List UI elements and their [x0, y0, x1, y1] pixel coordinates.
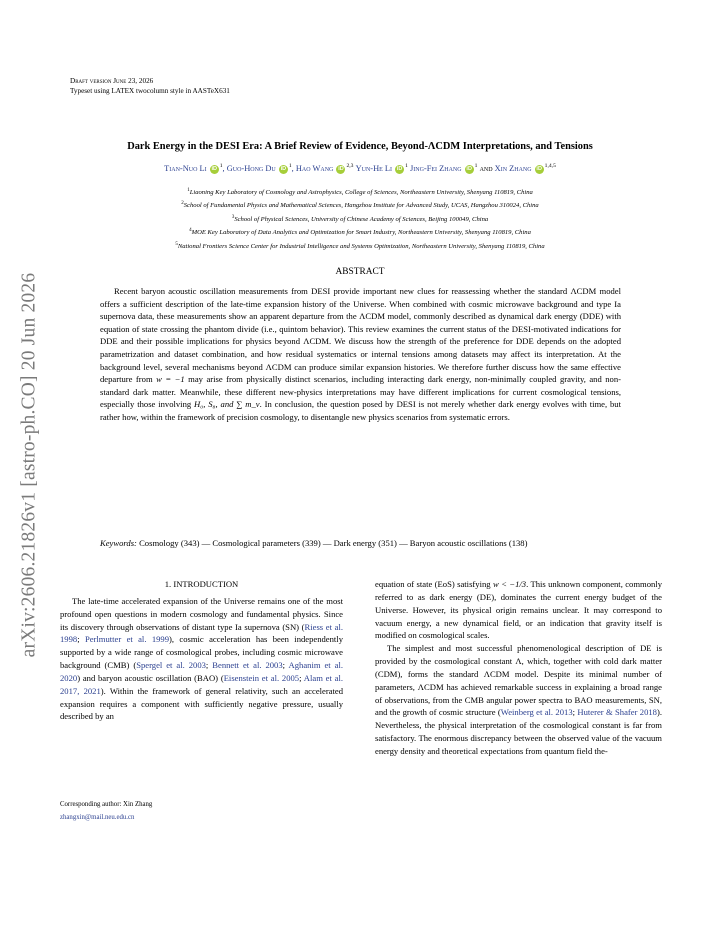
author-conjunction: and [479, 163, 493, 173]
citation-link[interactable]: Perlmutter et al. 1999 [84, 634, 170, 645]
orcid-icon[interactable]: iD [338, 165, 344, 172]
paragraph: The simplest and most successful phenomenological description of DE is provided by the cosmological constant Λ, which, together with cold dark matter (CDM), forms the standard ΛCDM model. Despite its minimal number of parameters, ΛCDM has achieved remarkable success in explaining a broad range of observations, from the CMB angular power spectra to BAO measurements, SN, and the growth of cosmic structure (Weinberg et al. 2013; Huterer & Shafer 2018). Nevertheless, the physical interpretation of the cosmological constant is far from satisfactory. The enormous discrepancy between the observed value of the vacuum energy density and theoretical expectations from quantum field the- [375, 643, 662, 756]
citation-link[interactable]: Spergel et al. 2003 [136, 660, 206, 671]
paper-title: Dark Energy in the DESI Era: A Brief Review of Evidence, Beyond-ΛCDM Interpretations, and Tensions [127, 141, 593, 152]
left-column [60, 578, 343, 723]
arxiv-stamp [6, 230, 52, 700]
citation-link[interactable]: Aghanim et al. 2020 [60, 660, 344, 683]
paragraph: equation of state (EoS) satisfying w < −1/3. This unknown component, commonly referred to as dark energy (DE), dominates the current energy budget of the Universe. However, its physical origin remains unclear. It may correspond to vacuum energy, a new dynamical field, or an indication that gravity itself is modified on cosmological scales. [375, 579, 662, 641]
citation-link[interactable]: Eisenstein et al. 2005 [223, 672, 300, 683]
arxiv-id: arXiv:2606.21826v1 [astro-ph.CO] 20 Jun 2026 [18, 272, 39, 658]
author-list: Tian-Nuo Li iD $^1$, Guo-Hong Du iD $^1$, Hao Wang iD $^{2,3}$ Yun-He Li iD $^1$ Jing-Fei Zhang iD $^1$ and Xin Zhang iD $^{1,4,5}$ [164, 163, 556, 173]
abstract-text: Recent baryon acoustic oscillation measurements from DESI provide important new clues for reassessing whether the standard ΛCDM model offers a sufficient description of the late-time expansion history of the Universe. When combined with cosmic microwave background and type Ia supernova data, these measurements show an apparent departure from the ΛCDM model, commonly described as dynamical dark energy (DDE) with equation of state crossing the phantom divide (i.e., quintom behavior). This review examines the current status of the DESI-motivated indications for DDE and their possible implications for physics beyond ΛCDM. We discuss how the strength of the preference for DDE depends on the adopted parametrization and dataset combination, and how residual systematics or internal tensions among datasets may affect its interpretation. At the background level, several mechanisms beyond ΛCDM can produce similar expansion histories. We therefore further discuss how the same effective departure from w = −1 may arise from physically distinct scenarios, including interacting dark energy, non-minimally coupled gravity, and non-standard dark matter. Meanwhile, these different new-physics interpretations may have different implications for current cosmological tensions, especially those involving H₀, S₈, and ∑ m_ν. In conclusion, the question posed by DESI is not merely whether dark energy evolves with time, but rather how, within the framework of precision cosmology, to disentangle new physics scenarios from systematic errors. [100, 286, 621, 422]
affiliation: $^4$MOE Key Laboratory of Data Analytics and Optimization for Smart Industry, Northeastern University, Shenyang 110819, China [189, 228, 531, 237]
right-column [375, 578, 662, 758]
keywords [100, 537, 671, 550]
keywords-label: Keywords: [100, 538, 137, 548]
citation-link[interactable]: Alam et al. 2017, 2021 [60, 672, 343, 696]
author-name[interactable]: Guo-Hong Du [226, 163, 276, 173]
affiliations [70, 185, 650, 252]
affiliation: $^2$School of Fundamental Physics and Mathematical Sciences, Hangzhou Institute for Advanced Study, UCAS, Hangzhou 310024, China [181, 201, 539, 210]
citation-link[interactable]: Huterer & Shafer 2018 [577, 707, 657, 718]
draft-version: Draft version June 23, 2026 [70, 77, 154, 85]
author-name[interactable]: Yun-He Li [355, 163, 393, 173]
email-link[interactable]: zhangxin@mail.neu.edu.cn [60, 814, 135, 821]
citation-link[interactable]: Bennett et al. 2003 [212, 660, 283, 671]
paragraph: The late-time accelerated expansion of the Universe remains one of the most profound open questions in modern cosmology and fundamental physics. Since its discovery through observations of distant type Ia supernova (SN) (Riess et al. 1998; Perlmutter et al. 1999), cosmic acceleration has been independently supported by a wide range of cosmological probes, including cosmic microwave background (CMB) (Spergel et al. 2003; Bennett et al. 2003; Aghanim et al. 2020) and baryon acoustic oscillation (BAO) (Eisenstein et al. 2005; Alam et al. 2017, 2021). Within the framework of general relativity, such an accelerated expansion requires a component with sufficiently negative pressure, usually described by an [60, 595, 344, 722]
affiliation: $^1$Liaoning Key Laboratory of Cosmology and Astrophysics, College of Sciences, Northeastern University, Shenyang 110819, China [187, 188, 533, 197]
section-heading: 1. INTRODUCTION [164, 579, 239, 589]
affiliation: $^3$School of Physical Sciences, University of Chinese Academy of Sciences, Beijing 100049, China [231, 214, 489, 224]
author-name[interactable]: Hao Wang [295, 163, 334, 173]
typeset-note: Typeset using LATEX twocolumn style in AASTeX631 [70, 87, 230, 95]
orcid-icon[interactable]: iD [280, 165, 287, 172]
affiliation: $^5$National Frontiers Science Center for Industrial Intelligence and Systems Optimization, Northeastern University, Shenyang 110819, China [175, 241, 545, 251]
author-name[interactable]: Xin Zhang [494, 163, 532, 173]
orcid-icon[interactable]: iD [536, 165, 542, 172]
footnote [60, 798, 152, 824]
citation-link[interactable]: Riess et al. 1998 [60, 621, 343, 645]
author-name[interactable]: Jing-Fei Zhang [410, 163, 462, 173]
orcid-icon[interactable]: iD [396, 165, 403, 172]
citation-link[interactable]: Weinberg et al. 2013 [500, 707, 573, 718]
keywords-list: Cosmology (343) — Cosmological parameters (339) — Dark energy (351) — Baryon acoustic oscillations (138) [139, 538, 528, 548]
author-name[interactable]: Tian-Nuo Li [164, 163, 207, 173]
orcid-icon[interactable]: iD [466, 165, 472, 172]
corresponding-author: Corresponding author: Xin Zhang [60, 801, 153, 808]
orcid-icon[interactable]: iD [211, 165, 217, 172]
preprint-header [70, 76, 230, 96]
abstract-heading: ABSTRACT [335, 267, 385, 277]
